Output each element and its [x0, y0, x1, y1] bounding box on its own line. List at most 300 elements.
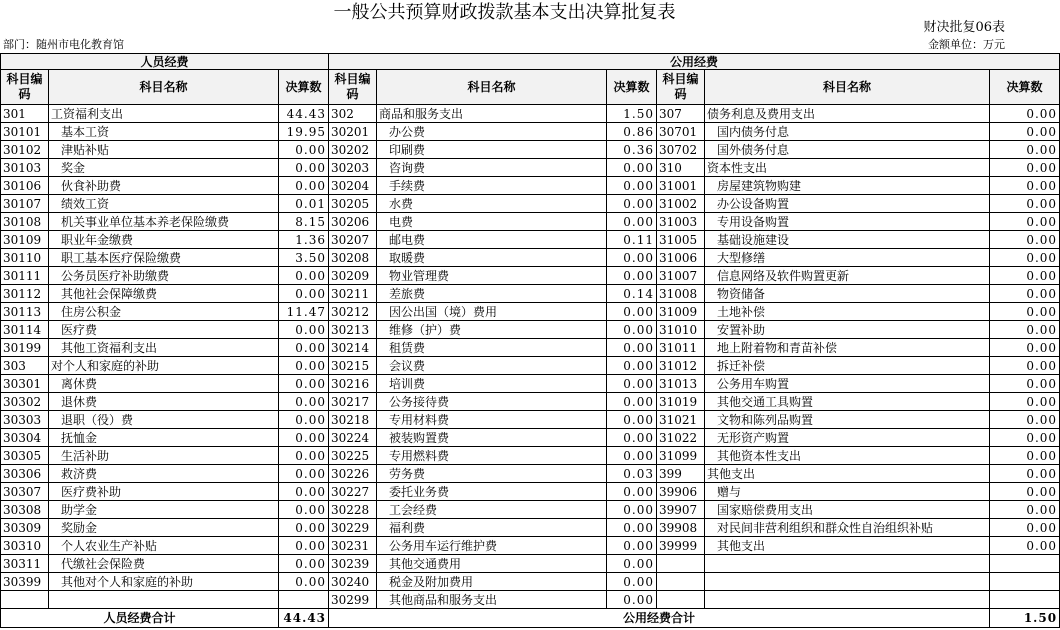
- subject-name-cell: 国家赔偿费用支出: [705, 501, 990, 519]
- table-row: [1, 555, 1060, 573]
- amount-cell: 0.00: [990, 321, 1060, 339]
- subject-code-cell: 30214: [329, 339, 377, 357]
- subject-code-cell: 30701: [657, 123, 705, 141]
- form-number: 财决批复06表: [923, 20, 1005, 35]
- subject-name-cell: 津贴补贴: [49, 141, 279, 159]
- subject-code-cell: 30299: [329, 591, 377, 609]
- subject-name-cell: 因公出国（境）费用: [377, 303, 607, 321]
- subject-code-cell: 30114: [1, 321, 49, 339]
- subject-code-cell: 302: [329, 105, 377, 123]
- amount-cell: 0.00: [607, 375, 657, 393]
- subject-name-cell: 赠与: [705, 483, 990, 501]
- subject-name-cell: 对个人和家庭的补助: [49, 357, 279, 375]
- subject-code-cell: 30218: [329, 411, 377, 429]
- subject-code-cell: 30301: [1, 375, 49, 393]
- subject-code-cell: 30213: [329, 321, 377, 339]
- amount-cell: 0.00: [607, 339, 657, 357]
- subject-name-cell: 劳务费: [377, 465, 607, 483]
- amount-cell: 0.00: [607, 321, 657, 339]
- subject-code-cell: 30202: [329, 141, 377, 159]
- subject-code-cell: 30308: [1, 501, 49, 519]
- subject-code-cell: 31019: [657, 393, 705, 411]
- subject-name-cell: 租赁费: [377, 339, 607, 357]
- subject-name-cell: 抚恤金: [49, 429, 279, 447]
- subject-code-cell: 30309: [1, 519, 49, 537]
- amount-cell: 0.00: [990, 483, 1060, 501]
- amount-cell: 0.00: [279, 339, 329, 357]
- section-personnel: 人员经费: [1, 54, 329, 70]
- col-header-amount: 决算数: [607, 70, 657, 105]
- table-row: [1, 195, 1060, 213]
- public-total-label: 公用经费合计: [329, 609, 990, 628]
- subject-code-cell: 30211: [329, 285, 377, 303]
- amount-cell: 0.00: [990, 267, 1060, 285]
- amount-cell: 8.15: [279, 213, 329, 231]
- amount-cell: 0.00: [990, 393, 1060, 411]
- subject-code-cell: 30225: [329, 447, 377, 465]
- amount-cell: 0.00: [607, 393, 657, 411]
- amount-cell: 44.43: [279, 105, 329, 123]
- col-header-code: 科目编码: [329, 70, 377, 105]
- subject-code-cell: 31001: [657, 177, 705, 195]
- amount-cell: 0.00: [990, 303, 1060, 321]
- report-title: 一般公共预算财政拨款基本支出决算批复表: [333, 2, 676, 23]
- subject-name-cell: 文物和陈列品购置: [705, 411, 990, 429]
- subject-name-cell: 救济费: [49, 465, 279, 483]
- table-row: [1, 519, 1060, 537]
- amount-cell: 0.00: [990, 357, 1060, 375]
- subject-name-cell: 其他对个人和家庭的补助: [49, 573, 279, 591]
- subject-name-cell: 物资储备: [705, 285, 990, 303]
- subject-name-cell: 奖金: [49, 159, 279, 177]
- subject-code-cell: 30305: [1, 447, 49, 465]
- amount-cell: 0.00: [607, 519, 657, 537]
- subject-code-cell: 30304: [1, 429, 49, 447]
- amount-cell: 0.00: [990, 411, 1060, 429]
- table-row: [1, 357, 1060, 375]
- amount-cell: 0.00: [607, 429, 657, 447]
- subject-code-cell: 30303: [1, 411, 49, 429]
- subject-name-cell: [705, 573, 990, 591]
- subject-code-cell: 310: [657, 159, 705, 177]
- subject-code-cell: 31013: [657, 375, 705, 393]
- amount-cell: 11.47: [279, 303, 329, 321]
- subject-code-cell: 30215: [329, 357, 377, 375]
- subject-code-cell: 30103: [1, 159, 49, 177]
- amount-cell: 0.11: [607, 231, 657, 249]
- table-row: [1, 159, 1060, 177]
- amount-cell: 0.00: [990, 123, 1060, 141]
- subject-code-cell: 31009: [657, 303, 705, 321]
- amount-cell: 0.00: [279, 357, 329, 375]
- subject-name-cell: 商品和服务支出: [377, 105, 607, 123]
- subject-code-cell: 399: [657, 465, 705, 483]
- table-row: [1, 339, 1060, 357]
- subject-name-cell: 国外债务付息: [705, 141, 990, 159]
- amount-cell: 0.00: [607, 537, 657, 555]
- subject-name-cell: 国内债务付息: [705, 123, 990, 141]
- subject-code-cell: 30207: [329, 231, 377, 249]
- subject-name-cell: 离休费: [49, 375, 279, 393]
- subject-name-cell: 水费: [377, 195, 607, 213]
- subject-code-cell: 30109: [1, 231, 49, 249]
- subject-code-cell: 30203: [329, 159, 377, 177]
- subject-code-cell: [1, 591, 49, 609]
- col-header-name: 科目名称: [49, 70, 279, 105]
- subject-code-cell: 30201: [329, 123, 377, 141]
- amount-cell: 0.00: [607, 447, 657, 465]
- subject-name-cell: 大型修缮: [705, 249, 990, 267]
- subject-code-cell: 30306: [1, 465, 49, 483]
- amount-cell: 1.50: [607, 105, 657, 123]
- subject-code-cell: 39908: [657, 519, 705, 537]
- subject-name-cell: 债务利息及费用支出: [705, 105, 990, 123]
- subject-name-cell: 印刷费: [377, 141, 607, 159]
- subject-code-cell: 30113: [1, 303, 49, 321]
- subject-name-cell: 代缴社会保险费: [49, 555, 279, 573]
- amount-cell: 0.00: [607, 195, 657, 213]
- table-row: [1, 177, 1060, 195]
- subject-name-cell: 房屋建筑物购建: [705, 177, 990, 195]
- subject-code-cell: [657, 573, 705, 591]
- amount-cell: 0.00: [990, 537, 1060, 555]
- subject-code-cell: 30102: [1, 141, 49, 159]
- subject-name-cell: 奖励金: [49, 519, 279, 537]
- amount-cell: 0.00: [990, 213, 1060, 231]
- amount-cell: 0.00: [279, 285, 329, 303]
- subject-name-cell: 专用燃料费: [377, 447, 607, 465]
- subject-code-cell: 30101: [1, 123, 49, 141]
- subject-code-cell: 30217: [329, 393, 377, 411]
- subject-code-cell: 30229: [329, 519, 377, 537]
- subject-name-cell: 地上附着物和青苗补偿: [705, 339, 990, 357]
- subject-code-cell: 31006: [657, 249, 705, 267]
- subject-code-cell: 31003: [657, 213, 705, 231]
- subject-name-cell: 税金及附加费用: [377, 573, 607, 591]
- subject-code-cell: 30205: [329, 195, 377, 213]
- subject-code-cell: 30108: [1, 213, 49, 231]
- table-row: [1, 411, 1060, 429]
- col-header-name: 科目名称: [705, 70, 990, 105]
- subject-code-cell: 39999: [657, 537, 705, 555]
- amount-cell: 0.00: [990, 501, 1060, 519]
- amount-cell: 0.00: [279, 519, 329, 537]
- subject-name-cell: 生活补助: [49, 447, 279, 465]
- table-row: [1, 429, 1060, 447]
- table-row: [1, 303, 1060, 321]
- amount-cell: 0.00: [279, 267, 329, 285]
- section-header-row: [1, 54, 1060, 70]
- amount-cell: 0.01: [279, 195, 329, 213]
- subject-code-cell: 30311: [1, 555, 49, 573]
- amount-cell: 0.00: [990, 519, 1060, 537]
- subject-name-cell: 退职（役）费: [49, 411, 279, 429]
- subject-name-cell: 基本工资: [49, 123, 279, 141]
- subject-name-cell: 住房公积金: [49, 303, 279, 321]
- amount-cell: 0.00: [279, 141, 329, 159]
- subject-code-cell: 31012: [657, 357, 705, 375]
- amount-cell: 0.00: [607, 555, 657, 573]
- subject-code-cell: 31022: [657, 429, 705, 447]
- subject-code-cell: 30224: [329, 429, 377, 447]
- subject-code-cell: 30307: [1, 483, 49, 501]
- amount-cell: 3.50: [279, 249, 329, 267]
- amount-cell: 0.00: [607, 411, 657, 429]
- department-label: 部门：随州市电化教育馆: [3, 38, 124, 51]
- subject-code-cell: 31010: [657, 321, 705, 339]
- subject-code-cell: 30310: [1, 537, 49, 555]
- amount-cell: 0.00: [279, 411, 329, 429]
- amount-cell: 0.00: [990, 177, 1060, 195]
- amount-cell: [990, 573, 1060, 591]
- subject-name-cell: 委托业务费: [377, 483, 607, 501]
- subject-name-cell: 无形资产购置: [705, 429, 990, 447]
- subject-name-cell: 助学金: [49, 501, 279, 519]
- amount-cell: 0.00: [279, 447, 329, 465]
- subject-name-cell: 办公费: [377, 123, 607, 141]
- section-public: 公用经费: [329, 54, 1060, 70]
- table-row: [1, 465, 1060, 483]
- subject-name-cell: 职业年金缴费: [49, 231, 279, 249]
- totals-row: [1, 609, 1060, 628]
- amount-cell: 0.00: [279, 501, 329, 519]
- subject-name-cell: 物业管理费: [377, 267, 607, 285]
- subject-name-cell: 其他支出: [705, 537, 990, 555]
- subject-code-cell: 30399: [1, 573, 49, 591]
- subject-code-cell: 31007: [657, 267, 705, 285]
- subject-code-cell: 307: [657, 105, 705, 123]
- subject-code-cell: 301: [1, 105, 49, 123]
- subject-name-cell: 维修（护）费: [377, 321, 607, 339]
- table-row: [1, 393, 1060, 411]
- subject-name-cell: 工资福利支出: [49, 105, 279, 123]
- subject-code-cell: 31099: [657, 447, 705, 465]
- table-row: [1, 141, 1060, 159]
- subject-code-cell: 30212: [329, 303, 377, 321]
- amount-cell: 0.00: [607, 591, 657, 609]
- subject-code-cell: 30111: [1, 267, 49, 285]
- table-row: [1, 537, 1060, 555]
- amount-cell: 0.00: [990, 159, 1060, 177]
- amount-cell: 0.00: [607, 573, 657, 591]
- subject-name-cell: 其他社会保障缴费: [49, 285, 279, 303]
- subject-code-cell: 31005: [657, 231, 705, 249]
- table-row: [1, 483, 1060, 501]
- subject-name-cell: 工会经费: [377, 501, 607, 519]
- subject-name-cell: 专用材料费: [377, 411, 607, 429]
- subject-code-cell: 30239: [329, 555, 377, 573]
- subject-code-cell: 30216: [329, 375, 377, 393]
- subject-name-cell: 基础设施建设: [705, 231, 990, 249]
- amount-cell: 0.00: [990, 249, 1060, 267]
- amount-cell: 0.00: [990, 375, 1060, 393]
- amount-cell: [279, 591, 329, 609]
- subject-code-cell: 39906: [657, 483, 705, 501]
- amount-cell: 0.00: [279, 429, 329, 447]
- public-total-value: 1.50: [990, 609, 1060, 628]
- amount-cell: 0.00: [279, 321, 329, 339]
- col-header-amount: 决算数: [279, 70, 329, 105]
- subject-name-cell: [705, 555, 990, 573]
- subject-code-cell: 30206: [329, 213, 377, 231]
- subject-name-cell: 绩效工资: [49, 195, 279, 213]
- subject-name-cell: 退休费: [49, 393, 279, 411]
- amount-cell: 0.00: [607, 249, 657, 267]
- subject-name-cell: 公务员医疗补助缴费: [49, 267, 279, 285]
- subject-name-cell: 差旅费: [377, 285, 607, 303]
- amount-cell: 0.00: [990, 141, 1060, 159]
- table-row: [1, 285, 1060, 303]
- subject-code-cell: 303: [1, 357, 49, 375]
- subject-name-cell: 公务用车运行维护费: [377, 537, 607, 555]
- amount-cell: 0.00: [990, 447, 1060, 465]
- subject-code-cell: 30227: [329, 483, 377, 501]
- table-row: [1, 501, 1060, 519]
- amount-cell: 0.00: [279, 483, 329, 501]
- amount-cell: 0.00: [279, 159, 329, 177]
- subject-code-cell: 30226: [329, 465, 377, 483]
- subject-name-cell: 资本性支出: [705, 159, 990, 177]
- table-row: [1, 447, 1060, 465]
- amount-cell: 0.00: [607, 177, 657, 195]
- subject-code-cell: 30240: [329, 573, 377, 591]
- amount-cell: [990, 555, 1060, 573]
- subject-code-cell: [657, 555, 705, 573]
- subject-code-cell: 31002: [657, 195, 705, 213]
- subject-name-cell: 咨询费: [377, 159, 607, 177]
- column-header-row: [1, 70, 1060, 105]
- subject-name-cell: 医疗费: [49, 321, 279, 339]
- amount-cell: 0.00: [607, 357, 657, 375]
- subject-code-cell: 31011: [657, 339, 705, 357]
- subject-name-cell: 公务接待费: [377, 393, 607, 411]
- table-row: [1, 573, 1060, 591]
- amount-cell: 0.00: [279, 537, 329, 555]
- subject-code-cell: 30209: [329, 267, 377, 285]
- subject-name-cell: 信息网络及软件购置更新: [705, 267, 990, 285]
- subject-name-cell: [705, 591, 990, 609]
- col-header-code: 科目编码: [657, 70, 705, 105]
- amount-cell: 0.00: [607, 501, 657, 519]
- table-row: [1, 231, 1060, 249]
- amount-cell: 0.14: [607, 285, 657, 303]
- amount-cell: 0.86: [607, 123, 657, 141]
- table-row: [1, 267, 1060, 285]
- subject-name-cell: [49, 591, 279, 609]
- amount-cell: [990, 591, 1060, 609]
- subject-name-cell: 个人农业生产补贴: [49, 537, 279, 555]
- subject-name-cell: 其他支出: [705, 465, 990, 483]
- amount-cell: 0.00: [279, 465, 329, 483]
- subject-name-cell: 拆迁补偿: [705, 357, 990, 375]
- amount-cell: 0.00: [279, 573, 329, 591]
- amount-cell: 0.00: [279, 555, 329, 573]
- subject-name-cell: 其他商品和服务支出: [377, 591, 607, 609]
- col-header-amount: 决算数: [990, 70, 1060, 105]
- subject-code-cell: 30702: [657, 141, 705, 159]
- amount-cell: 0.03: [607, 465, 657, 483]
- subject-code-cell: 30204: [329, 177, 377, 195]
- personnel-total-value: 44.43: [279, 609, 329, 628]
- amount-cell: 0.00: [279, 177, 329, 195]
- subject-name-cell: 其他交通费用: [377, 555, 607, 573]
- amount-cell: 0.00: [990, 339, 1060, 357]
- amount-cell: 0.00: [607, 213, 657, 231]
- amount-cell: 0.00: [607, 483, 657, 501]
- amount-cell: 0.00: [279, 375, 329, 393]
- table-row: [1, 321, 1060, 339]
- subject-name-cell: 土地补偿: [705, 303, 990, 321]
- subject-code-cell: 30112: [1, 285, 49, 303]
- amount-cell: 1.36: [279, 231, 329, 249]
- subject-name-cell: 取暖费: [377, 249, 607, 267]
- amount-cell: 0.00: [990, 231, 1060, 249]
- subject-code-cell: 30302: [1, 393, 49, 411]
- amount-cell: 0.00: [279, 393, 329, 411]
- col-header-code: 科目编码: [1, 70, 49, 105]
- subject-name-cell: 培训费: [377, 375, 607, 393]
- subject-code-cell: 31008: [657, 285, 705, 303]
- subject-name-cell: 手续费: [377, 177, 607, 195]
- table-row: [1, 591, 1060, 609]
- personnel-total-label: 人员经费合计: [1, 609, 279, 628]
- subject-name-cell: 其他资本性支出: [705, 447, 990, 465]
- subject-code-cell: 30231: [329, 537, 377, 555]
- subject-name-cell: 医疗费补助: [49, 483, 279, 501]
- subject-code-cell: 30228: [329, 501, 377, 519]
- amount-cell: 0.00: [607, 267, 657, 285]
- subject-name-cell: 伙食补助费: [49, 177, 279, 195]
- subject-name-cell: 机关事业单位基本养老保险缴费: [49, 213, 279, 231]
- amount-cell: 0.00: [990, 105, 1060, 123]
- amount-cell: 0.00: [990, 285, 1060, 303]
- subject-name-cell: 安置补助: [705, 321, 990, 339]
- subject-name-cell: 专用设备购置: [705, 213, 990, 231]
- table-row: [1, 105, 1060, 123]
- amount-cell: 0.00: [607, 159, 657, 177]
- subject-name-cell: 其他工资福利支出: [49, 339, 279, 357]
- table-row: [1, 123, 1060, 141]
- subject-name-cell: 公务用车购置: [705, 375, 990, 393]
- table-row: [1, 249, 1060, 267]
- subject-code-cell: 30199: [1, 339, 49, 357]
- subject-name-cell: 对民间非营利组织和群众性自治组织补贴: [705, 519, 990, 537]
- subject-name-cell: 电费: [377, 213, 607, 231]
- table-row: [1, 375, 1060, 393]
- expenditure-table: [0, 53, 1060, 628]
- amount-cell: 0.00: [990, 429, 1060, 447]
- subject-code-cell: 30208: [329, 249, 377, 267]
- amount-cell: 0.00: [990, 465, 1060, 483]
- subject-code-cell: [657, 591, 705, 609]
- amount-cell: 0.00: [990, 195, 1060, 213]
- subject-name-cell: 办公设备购置: [705, 195, 990, 213]
- subject-code-cell: 30106: [1, 177, 49, 195]
- table-row: [1, 213, 1060, 231]
- subject-code-cell: 30107: [1, 195, 49, 213]
- subject-name-cell: 邮电费: [377, 231, 607, 249]
- amount-unit-label: 金额单位：万元: [928, 38, 1005, 51]
- amount-cell: 19.95: [279, 123, 329, 141]
- subject-name-cell: 福利费: [377, 519, 607, 537]
- subject-name-cell: 其他交通工具购置: [705, 393, 990, 411]
- amount-cell: 0.36: [607, 141, 657, 159]
- col-header-name: 科目名称: [377, 70, 607, 105]
- subject-name-cell: 会议费: [377, 357, 607, 375]
- subject-code-cell: 39907: [657, 501, 705, 519]
- amount-cell: 0.00: [607, 303, 657, 321]
- subject-name-cell: 职工基本医疗保险缴费: [49, 249, 279, 267]
